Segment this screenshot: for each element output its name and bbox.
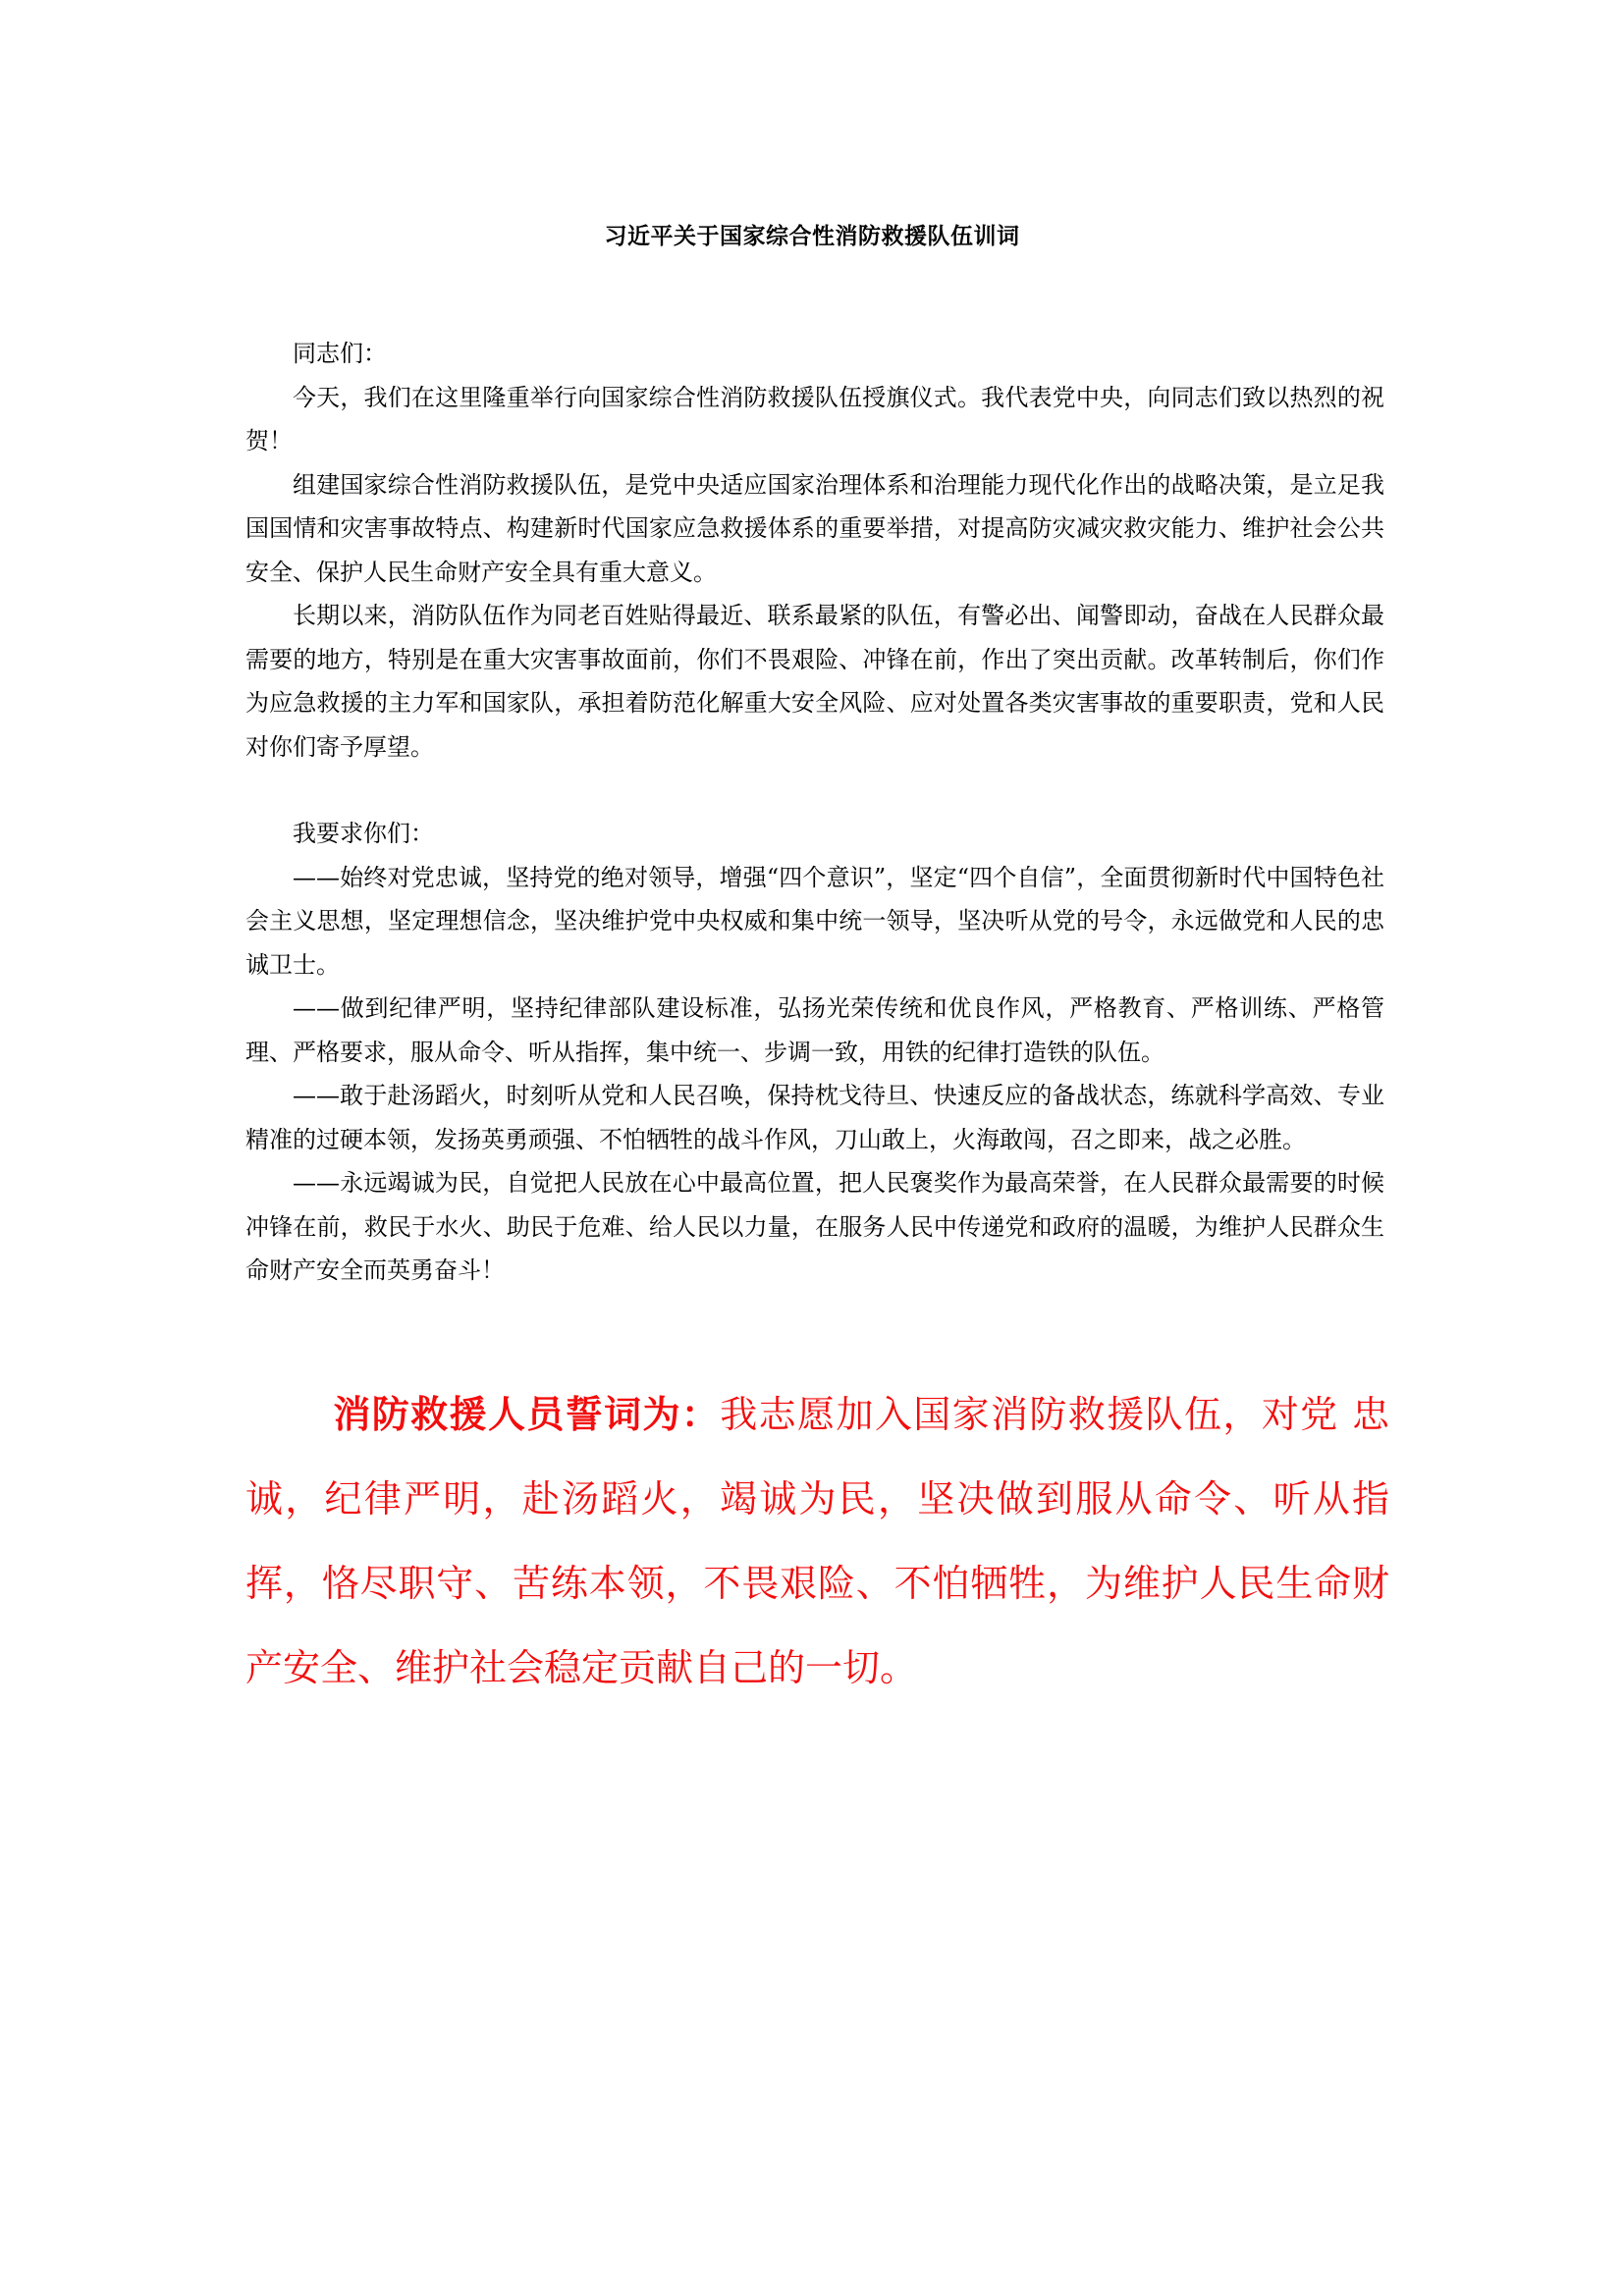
speech-body [245, 332, 1384, 1293]
paragraph: 长期以来，消防队伍作为同老百姓贴得最近、联系最紧的队伍，有警必出、闻警即动，奋战在人民群众最需要的地方，特别是在重大灾害事故面前，你们不畏艰险、冲锋在前，作出了突出贡献。改革转制后，你们作为应急救援的主力军和国家队，承担着防范化解重大安全风险、应对处置各类灾害事故的重要职责，党和人民对你们寄予厚望。 [245, 602, 1384, 761]
oath-text: 我志愿加入国家消防救援队伍，对党 忠诚，纪律严明，赴汤蹈火，竭诚为民，坚决做到服从命令、听从指挥，恪尽职守、苦练本领，不畏艰险、不怕牺牲，为维护人民生命财产安全、维护社会稳定贡献自己的一切。 [245, 1393, 1389, 1689]
oath-block [245, 1372, 1389, 1710]
document-title: 习近平关于国家综合性消防救援队伍训词 [604, 223, 1020, 249]
requirements-intro: 我要求你们： [293, 820, 434, 847]
requirement-item: ——敢于赴汤蹈火，时刻听从党和人民召唤，保持枕戈待旦、快速反应的备战状态，练就科学高效、专业精准的过硬本领，发扬英勇顽强、不怕牺牲的战斗作风，刀山敢上，火海敢闯，召之即来，战之必胜。 [245, 1082, 1384, 1153]
requirement-item: ——永远竭诚为民，自觉把人民放在心中最高位置，把人民褒奖作为最高荣誉，在人民群众最需要的时候冲锋在前，救民于水火、助民于危难、给人民以力量，在服务人民中传递党和政府的温暖，为维护人民群众生命财产安全而英勇奋斗！ [245, 1169, 1384, 1284]
paragraph: 今天，我们在这里隆重举行向国家综合性消防救援队伍授旗仪式。我代表党中央，向同志们致以热烈的祝贺！ [245, 383, 1384, 454]
oath-lead: 消防救援人员誓词为： [332, 1393, 721, 1436]
spacer [245, 769, 1384, 812]
requirement-item: ——始终对党忠诚，坚持党的绝对领导，增强“四个意识”，坚定“四个自信”，全面贯彻新时代中国特色社会主义思想，坚定理想信念，坚决维护党中央权威和集中统一领导，坚决听从党的号令，永远做党和人民的忠诚卫士。 [245, 863, 1384, 979]
requirement-item: ——做到纪律严明，坚持纪律部队建设标准，弘扬光荣传统和优良作风，严格教育、严格训练、严格管理、严格要求，服从命令、听从指挥，集中统一、步调一致，用铁的纪律打造铁的队伍。 [245, 994, 1384, 1066]
salutation: 同志们： [293, 340, 387, 367]
paragraph: 组建国家综合性消防救援队伍，是党中央适应国家治理体系和治理能力现代化作出的战略决策，是立足我国国情和灾害事故特点、构建新时代国家应急救援体系的重要举措，对提高防灾减灾救灾能力、维护社会公共安全、保护人民生命财产安全具有重大意义。 [245, 470, 1384, 586]
